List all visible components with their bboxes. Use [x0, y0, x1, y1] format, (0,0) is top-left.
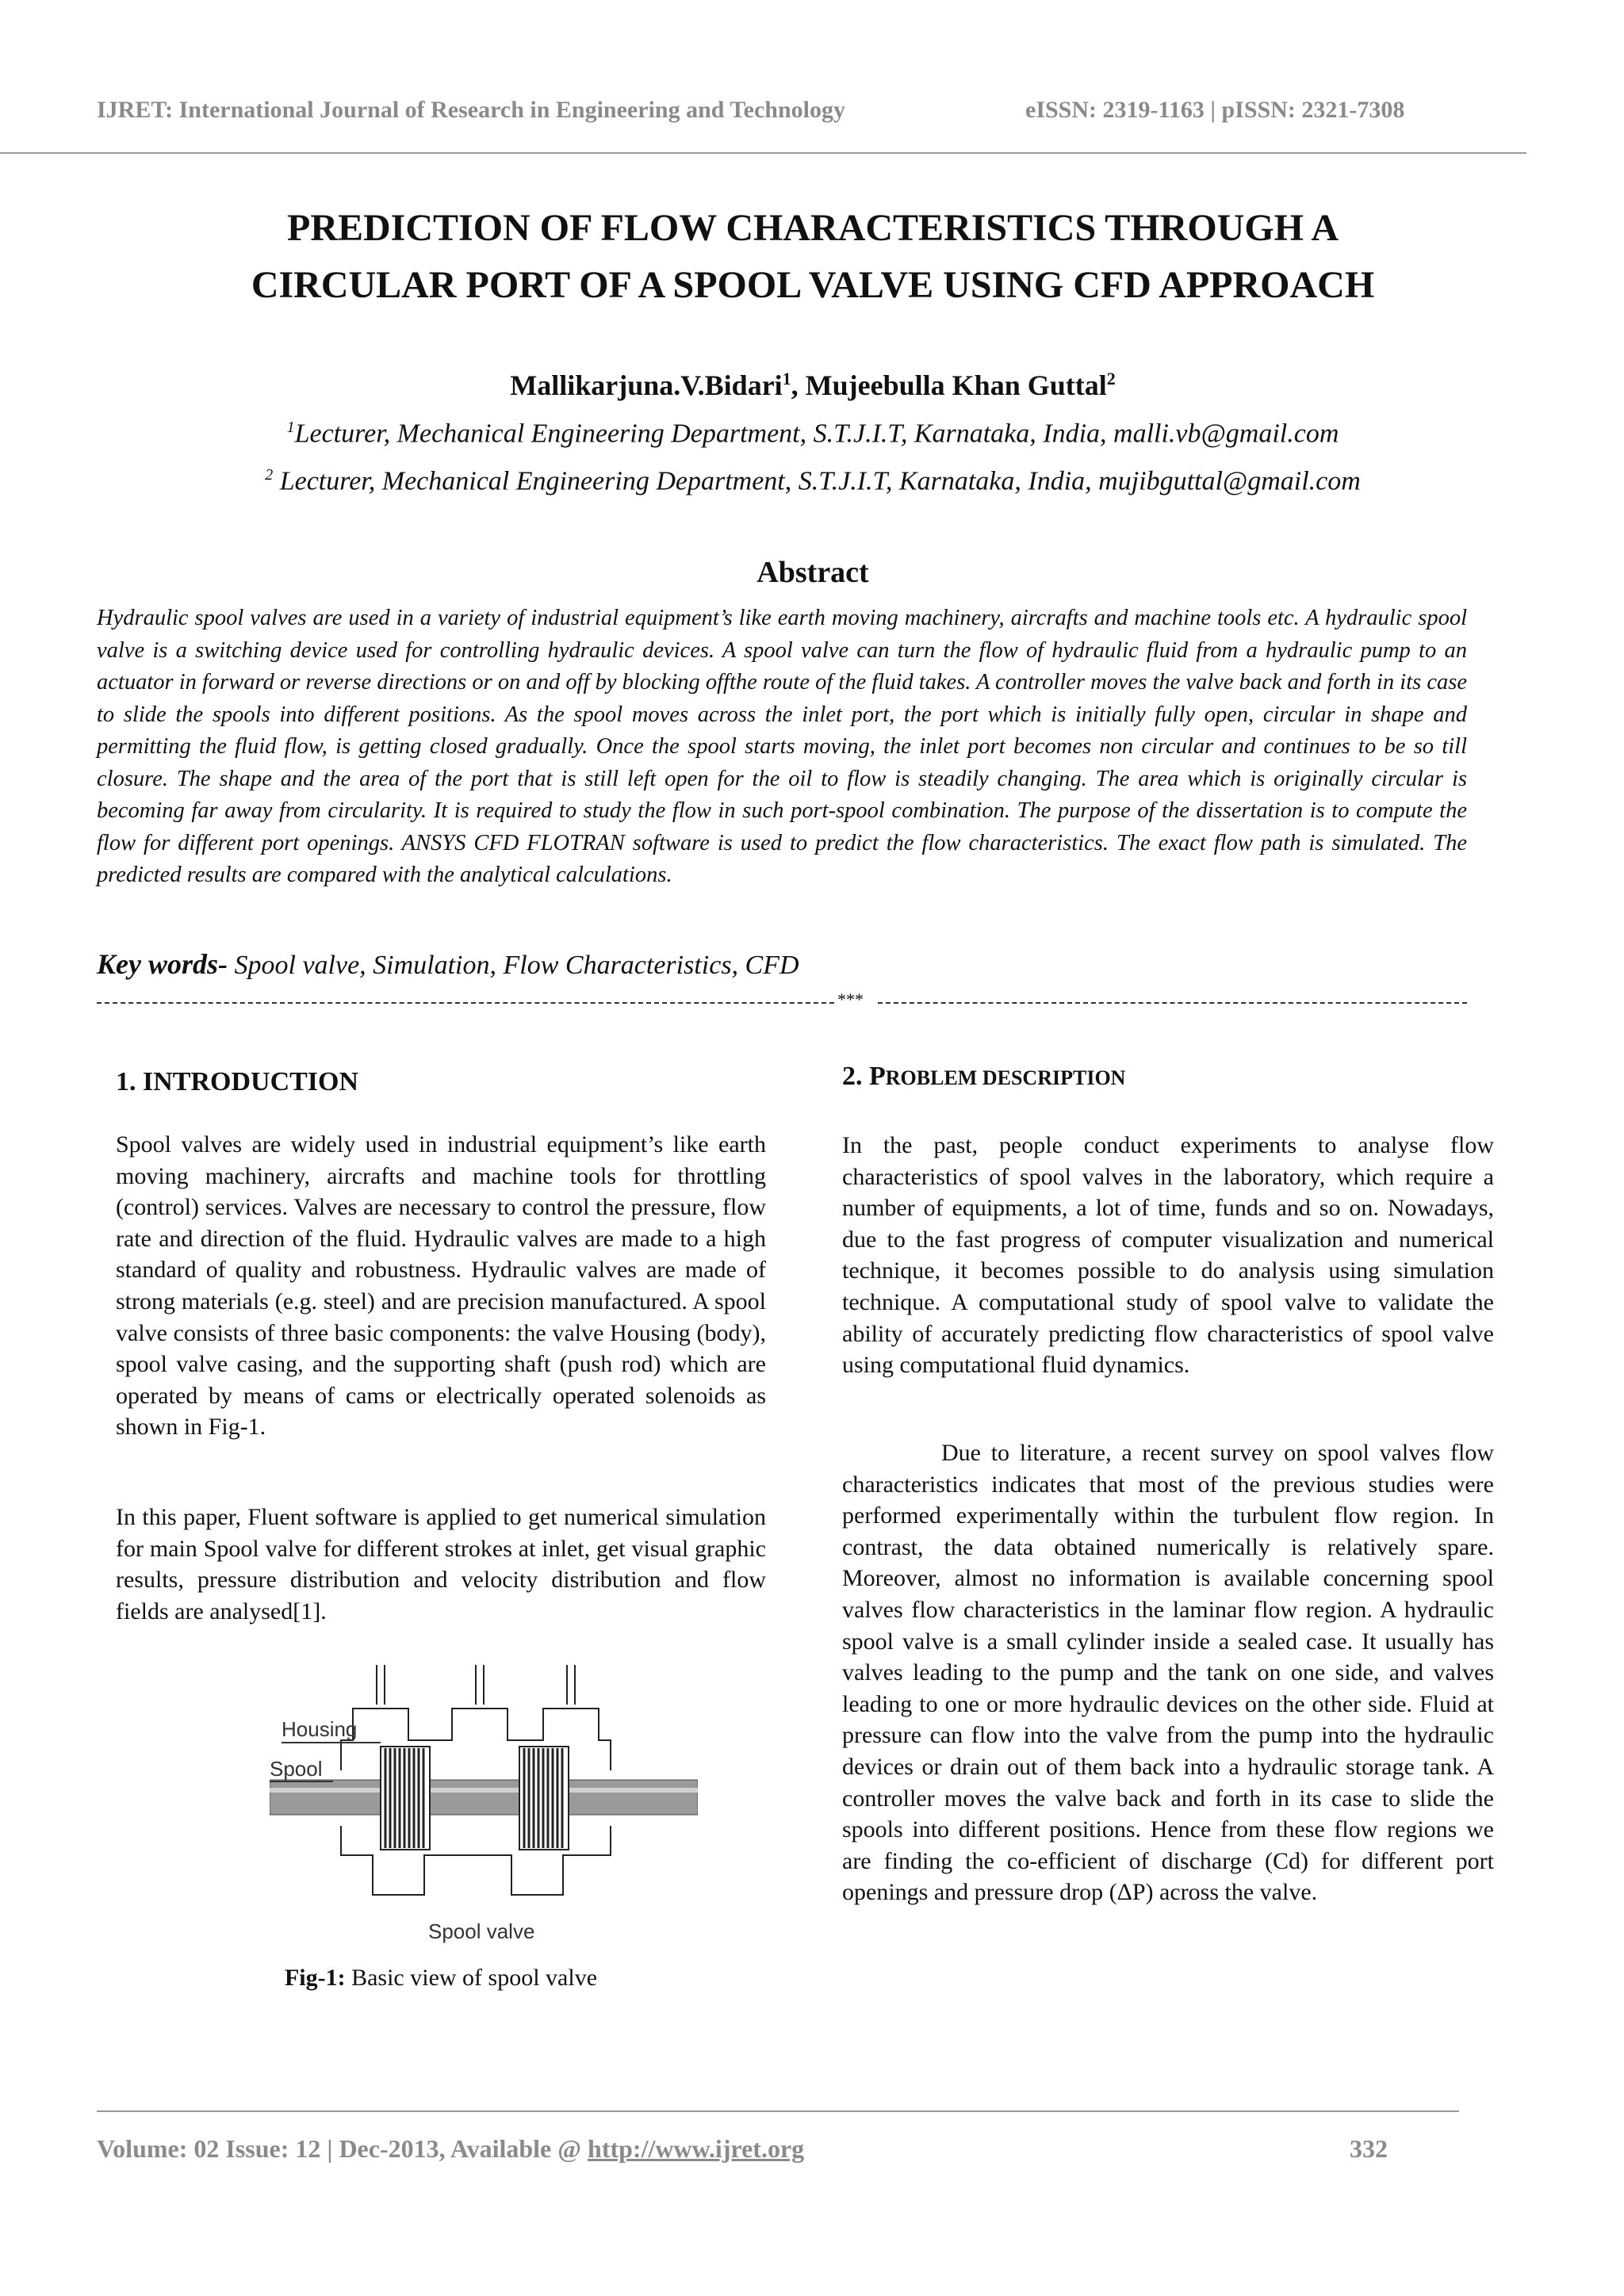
affiliation-1-sup: 1 — [286, 419, 295, 436]
separator-stars: *** — [837, 989, 864, 1009]
header-divider — [0, 152, 1526, 154]
journal-name: IJRET: International Journal of Research in Engineering and Technology — [97, 97, 846, 123]
page-number: 332 — [1350, 2134, 1388, 2163]
keywords — [97, 947, 799, 981]
author-2-sup: 2 — [1106, 369, 1116, 388]
footer-volume — [97, 2134, 804, 2164]
spool-valve-diagram — [270, 1661, 698, 1970]
label-spool-valve: Spool valve — [428, 1919, 535, 1943]
abstract-text: Hydraulic spool valves are used in a variety of industrial equipment’s like earth moving machinery, aircrafts and machine tools etc. A hydraulic spool valve is a switching device used for controlling hydraulic devices. A spool valve can turn the flow of hydraulic fluid from a hydraulic pump to an actuator in forward or reverse directions or on and off by blocking offthe route of the fluid takes. A controller moves the valve back and forth in its case to slide the spools into different positions. As the spool moves across the inlet port, the port which is initially fully open, circular in shape and permitting the fluid flow, is getting closed gradually. Once the spool starts moving, the inlet port becomes non circular and continues to be so till closure. The shape and the area of the port that is still left open for the oil to flow is steadily changing. The area which is originally circular is becoming far away from circularity. It is required to study the flow in such port-spool combination. The purpose of the dissertation is to compute the flow for different port openings. ANSYS CFD FLOTRAN software is used to predict the flow characteristics. The exact flow path is simulated. The predicted results are compared with the analytical calculations. — [97, 606, 1467, 887]
footer-text: Volume: 02 Issue: 12 | Dec-2013, Available @ — [97, 2134, 588, 2163]
caption-label: Fig-1: — [284, 1965, 346, 1991]
separator-dash-right — [878, 1002, 1467, 1004]
author-2: Mujeebulla Khan Guttal — [805, 369, 1107, 401]
intro-heading: 1. INTRODUCTION — [116, 1067, 359, 1096]
authors — [95, 369, 1530, 402]
label-spool: Spool — [270, 1757, 323, 1781]
affiliation-2-sup: 2 — [265, 466, 274, 484]
footer-link[interactable]: http://www.ijret.org — [588, 2134, 805, 2163]
author-1: Mallikarjuna.V.Bidari — [510, 369, 783, 401]
footer-divider — [97, 2110, 1459, 2112]
problem-paragraph-1: In the past, people conduct experiments to analyse flow characteristics of spool valves in the laboratory, which require a number of equipments, a lot of time, funds and so on. Nowadays, due to the fast progress of computer visualization and numerical technique, it becomes possible to do analysis using simulation technique. A computational study of spool valve to validate the ability of accurately predicting flow characteristics of spool valve using computational fluid dynamics. — [842, 1132, 1494, 1379]
separator-dash-left — [97, 1002, 834, 1004]
author-separator: , — [791, 369, 806, 401]
problem-paragraph-2: Due to literature, a recent survey on spool valves flow characteristics indicates that most of the previous studies were performed experimentally within the turbulent flow region. In contrast, the data obtained numerically is relatively spare. Moreover, almost no information is available concerning spool valves flow characteristics in the laminar flow region. A hydraulic spool valve is a small cylinder inside a sealed case. It usually has valves leading to the pump and the tank on one side, and valves leading to one or more hydraulic devices on the other side. Fluid at pressure can flow into the valve from the pump into the hydraulic devices or drain out of them back into a hydraulic storage tank. A controller moves the valve back and forth in its case to slide the spools into different positions. Hence from these flow regions we are finding the co-efficient of discharge (Cd) for different port openings and pressure drop (ΔP) across the valve. — [842, 1440, 1494, 1906]
keywords-text: Spool valve, Simulation, Flow Characteristics, CFD — [228, 951, 799, 980]
figure-caption — [116, 1965, 766, 1992]
abstract-heading: Abstract — [756, 556, 869, 589]
section-separator — [97, 989, 1467, 1012]
issn: eISSN: 2319-1163 | pISSN: 2321-7308 — [1025, 97, 1405, 123]
title-line-2: CIRCULAR PORT OF A SPOOL VALVE USING CFD APPROACH — [251, 264, 1375, 306]
author-1-sup: 1 — [782, 369, 791, 388]
problem-heading-rest: ROBLEM DESCRIPTION — [885, 1066, 1126, 1089]
title-line-1: PREDICTION OF FLOW CHARACTERISTICS THROUGH A — [287, 207, 1339, 249]
intro-paragraph-2: In this paper, Fluent software is applied to get numerical simulation for main Spool valve for different strokes at inlet, get visual graphic results, pressure distribution and velocity distribution and flow fields are analysed[1]. — [116, 1504, 766, 1624]
problem-heading-num: 2. P — [842, 1062, 886, 1091]
caption-text: Basic view of spool valve — [345, 1965, 598, 1991]
paper-title — [95, 200, 1530, 314]
spool-valve-figure — [270, 1661, 698, 1970]
affiliation-1 — [95, 419, 1530, 449]
label-housing: Housing — [282, 1717, 358, 1741]
affiliation-1-text: Lecturer, Mechanical Engineering Department, S.T.J.I.T, Karnataka, India, malli.vb@gmail.com — [294, 419, 1339, 449]
intro-paragraph-1: Spool valves are widely used in industrial equipment’s like earth moving machinery, aircrafts and machine tools for throttling (control) services. Valves are necessary to control the pressure, flow rate and direction of the fluid. Hydraulic valves are made to a high standard of quality and robustness. Hydraulic valves are made of strong materials (e.g. steel) and are precision manufactured. A spool valve consists of three basic components: the valve Housing (body), spool valve casing, and the supporting shaft (push rod) which are operated by means of cams or electrically operated solenoids as shown in Fig-1. — [116, 1131, 766, 1441]
affiliation-2 — [95, 466, 1530, 496]
keywords-label: Key words- — [97, 948, 228, 980]
problem-heading — [842, 1062, 1125, 1092]
affiliation-2-text: Lecturer, Mechanical Engineering Department, S.T.J.I.T, Karnataka, India, mujibguttal@gmail.com — [273, 466, 1361, 496]
